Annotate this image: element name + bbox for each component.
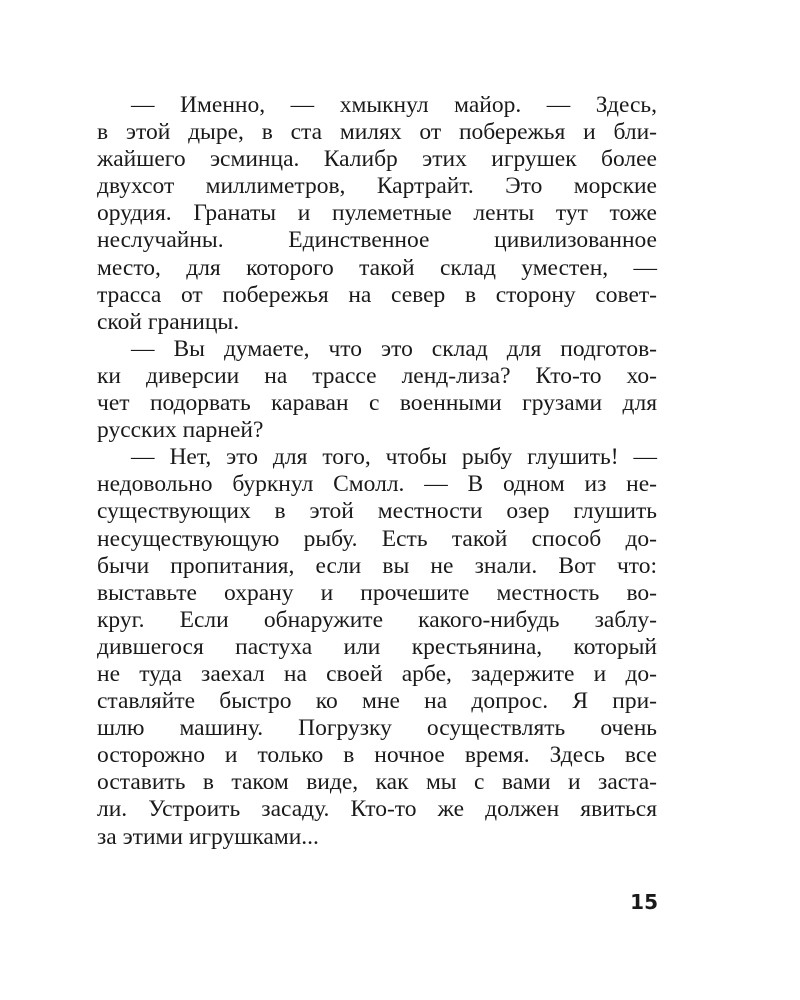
- text-line: оставить в таком виде, как мы с вами и заста-: [97, 769, 657, 796]
- text-line: двухсот миллиметров, Картрайт. Это морские: [97, 173, 657, 200]
- text-line: — Вы думаете, что это склад для подготов-: [131, 335, 657, 362]
- text-line: ской границы.: [97, 308, 240, 335]
- text-line: русских парней?: [97, 417, 264, 444]
- text-line: неслучайны. Единственное цивилизованное: [97, 227, 657, 254]
- text-line: шлю машину. Погрузку осуществлять очень: [97, 715, 657, 742]
- text-line: несуществующую рыбу. Есть такой способ до-: [97, 525, 657, 552]
- text-line: ставляйте быстро ко мне на допрос. Я при-: [97, 688, 657, 715]
- text-line: ли. Устроить засаду. Кто-то же должен явиться: [97, 796, 657, 823]
- text-line: осторожно и только в ночное время. Здесь все: [97, 742, 657, 769]
- page-number: 15: [630, 890, 658, 914]
- text-line: существующих в этой местности озер глушить: [97, 498, 657, 525]
- text-line: жайшего эсминца. Калибр этих игрушек более: [97, 146, 657, 173]
- text-line: за этими игрушками...: [97, 823, 319, 850]
- text-line: — Именно, — хмыкнул майор. — Здесь,: [131, 92, 657, 118]
- text-line: круг. Если обнаружите какого-нибудь заблу-: [97, 606, 657, 633]
- text-line: — Нет, это для того, чтобы рыбу глушить! —: [131, 444, 657, 471]
- text-line: чет подорвать караван с военными грузами для: [97, 390, 657, 417]
- body-text: [97, 92, 657, 851]
- text-line: орудия. Гранаты и пулеметные ленты тут тоже: [97, 200, 657, 227]
- text-line: дившегося пастуха или крестьянина, который: [97, 633, 657, 660]
- text-line: не туда заехал на своей арбе, задержите и до-: [97, 660, 657, 687]
- text-line: трасса от побережья на север в сторону совет-: [97, 281, 657, 308]
- text-line: бычи пропитания, если вы не знали. Вот что:: [97, 552, 657, 579]
- text-line: в этой дыре, в ста милях от побережья и бли-: [97, 119, 657, 146]
- text-line: ки диверсии на трассе ленд-лиза? Кто-то хо-: [97, 362, 657, 389]
- text-line: место, для которого такой склад уместен, —: [97, 254, 657, 281]
- text-line: недовольно буркнул Смолл. — В одном из не-: [97, 471, 657, 498]
- text-line: выставьте охрану и прочешите местность во-: [97, 579, 657, 606]
